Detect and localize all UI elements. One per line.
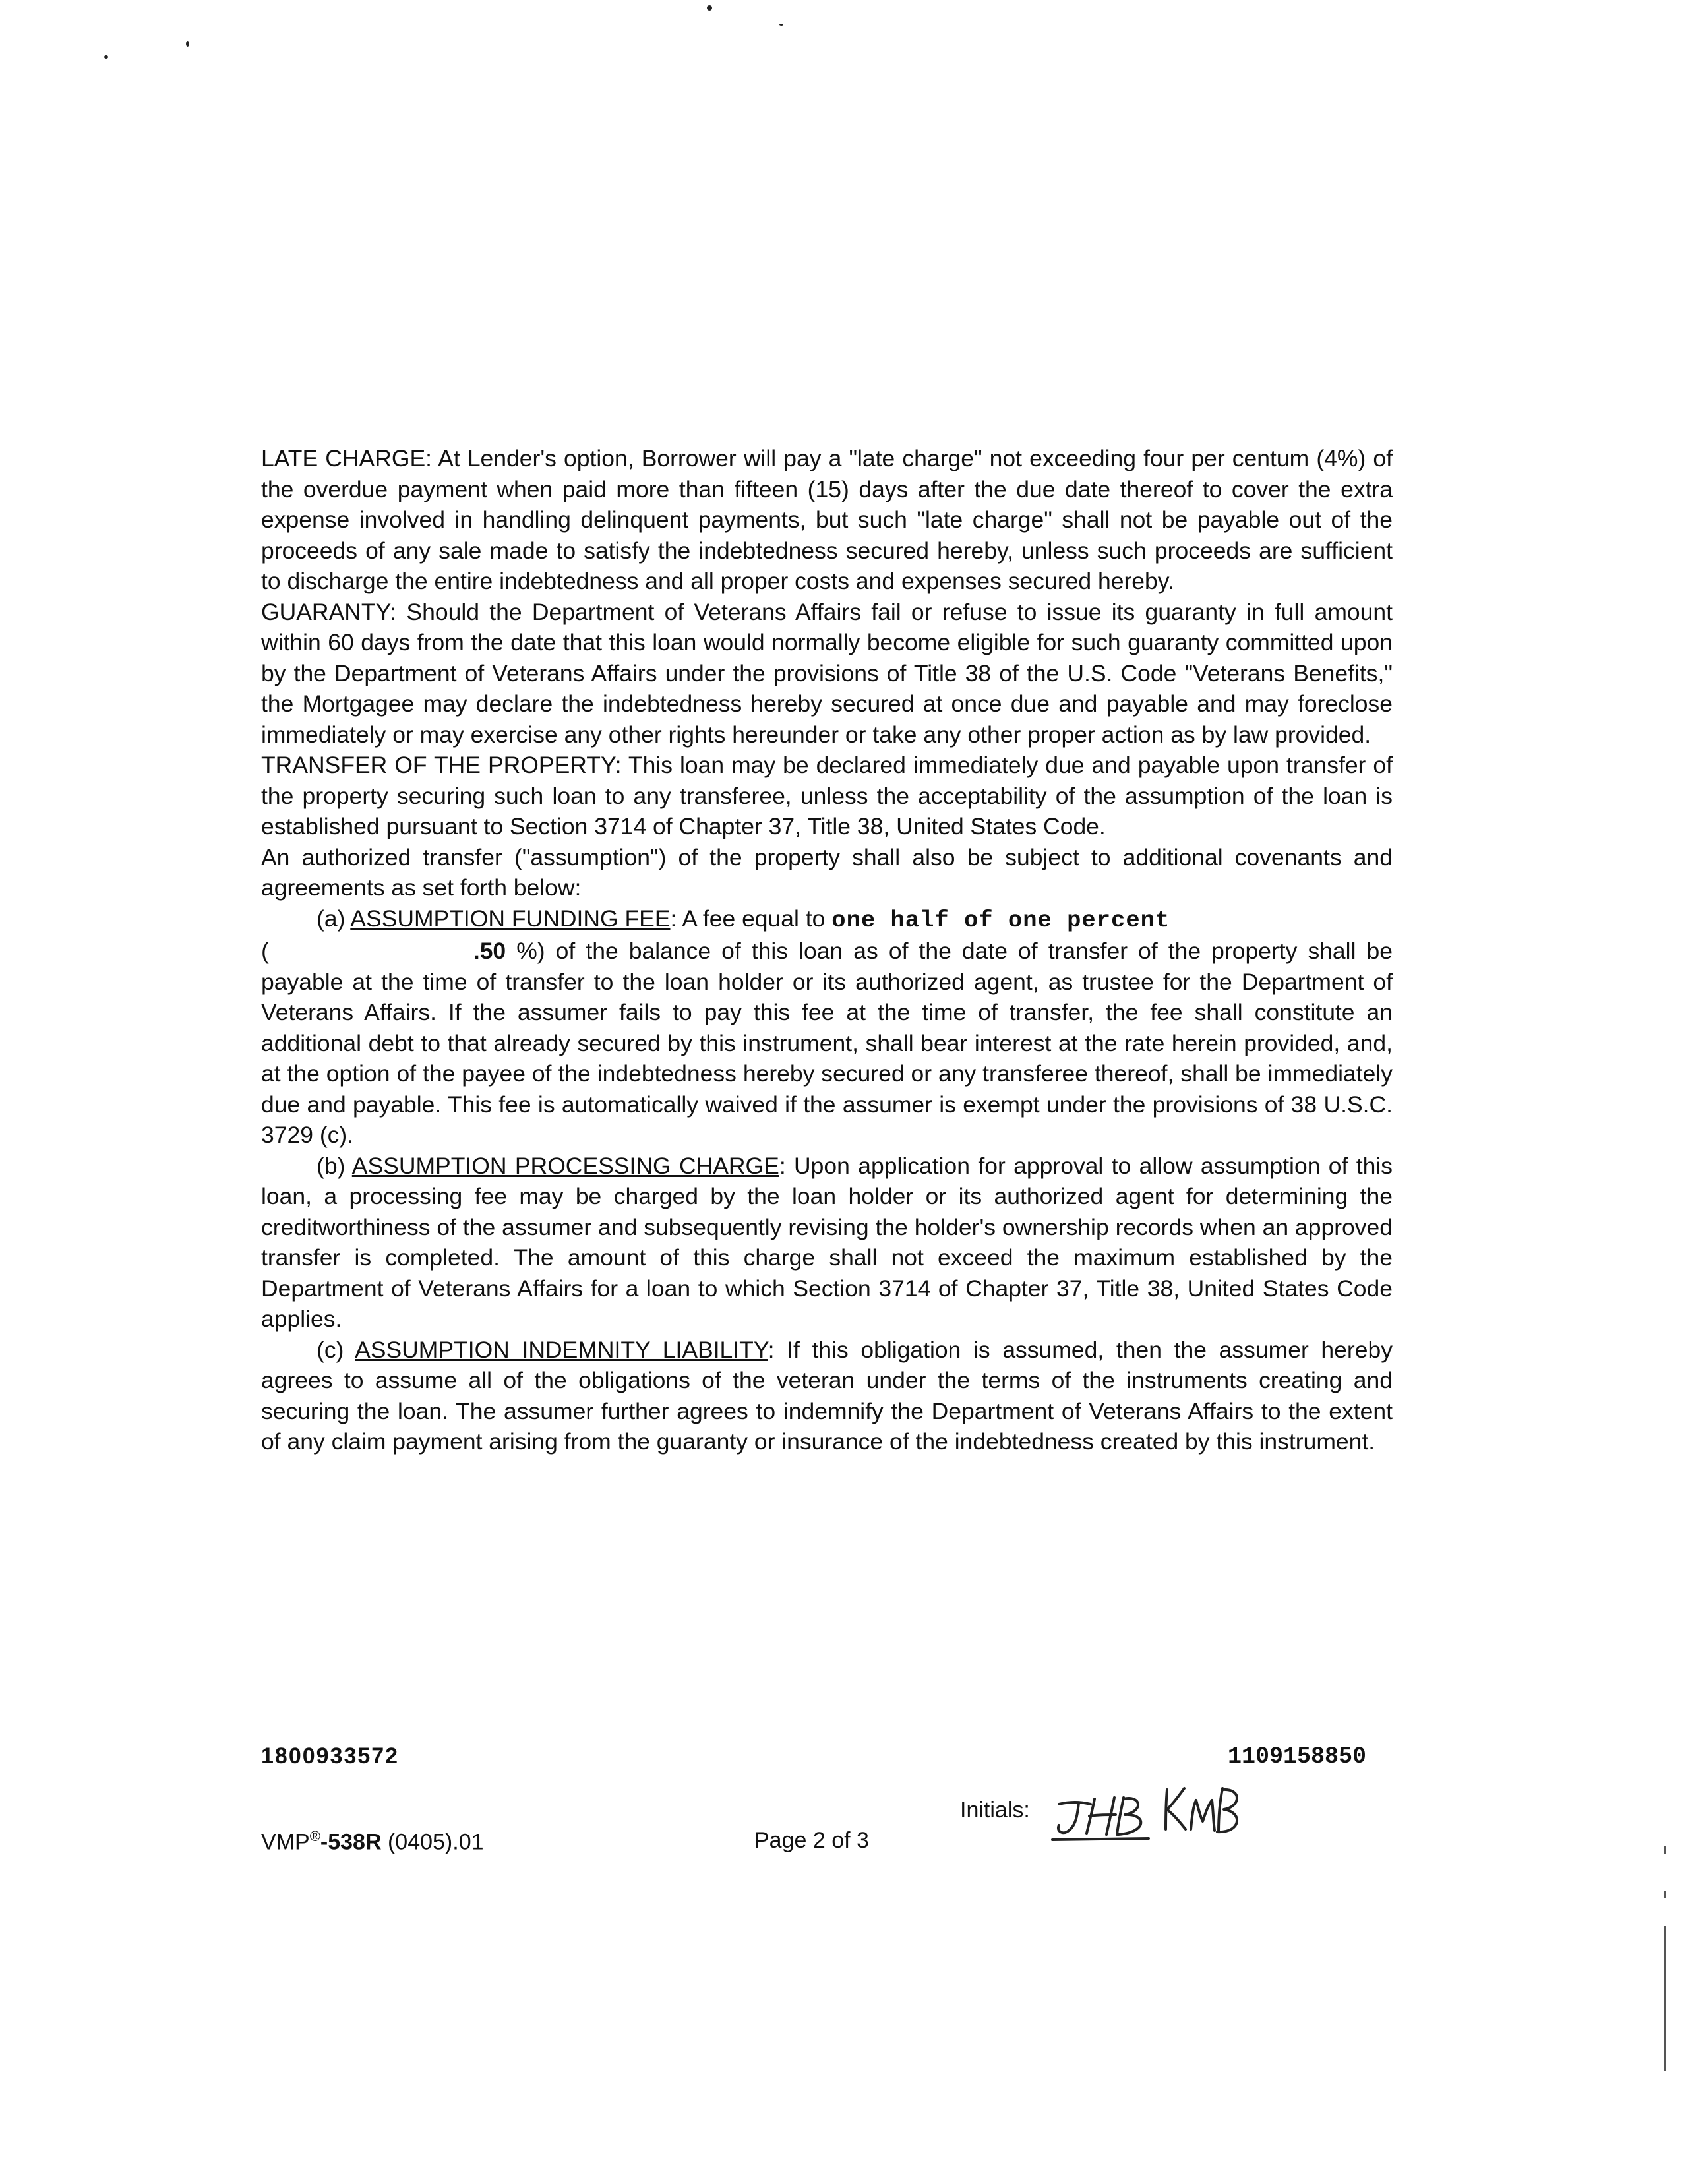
registered-mark: ®	[309, 1828, 320, 1844]
fee-words-field: one half of one percent	[831, 906, 1170, 934]
item-a-lead: : A fee equal to	[670, 905, 832, 932]
scan-speck	[186, 41, 189, 47]
assumption-funding-fee-paragraph	[261, 903, 1393, 1151]
assumption-funding-fee-heading: ASSUMPTION FUNDING FEE	[350, 905, 671, 932]
loan-number-right: 1109158850	[1228, 1744, 1367, 1770]
form-id-prefix: VMP	[261, 1829, 310, 1855]
page-number: Page 2 of 3	[754, 1828, 869, 1853]
assumption-indemnity-liability-heading: ASSUMPTION INDEMNITY LIABILITY	[355, 1336, 768, 1363]
form-id-code: -538R	[320, 1829, 382, 1855]
scan-edge-mark	[1664, 1846, 1666, 1854]
form-id-suffix: (0405).01	[381, 1829, 484, 1855]
item-b-prefix: (b)	[316, 1152, 352, 1179]
loan-number-left: 1800933572	[261, 1744, 400, 1769]
scan-speck	[707, 5, 712, 11]
item-c-rest: : If this obligation is assumed, then the assumer hereby agrees to assume all of the obligations of the veteran under the terms of the instruments creating and securing the loan. The assumer further agrees to indemnify the Department of Veterans Affairs to the extent of any claim payment arising from the guaranty or insurance of the indebtedness created by this instrument.	[261, 1336, 1393, 1455]
scan-speck	[779, 24, 783, 26]
initials-label: Initials:	[960, 1798, 1030, 1823]
assumption-indemnity-liability-paragraph	[261, 1335, 1393, 1457]
form-id	[261, 1828, 484, 1855]
item-a-rest: %) of the balance of this loan as of the date of transfer of the property shall be payable at the time of transfer to the loan holder or its authorized agent, as trustee for the Department of Veterans Affairs. If the assumer fails to pay this fee at the time of transfer, the fee shall constitute an additional debt to that already secured by this instrument, shall bear interest at the rate herein provided, and, at the option of the payee of the indebtedness hereby secured or any transferee thereof, shall be immediately due and payable. This fee is automatically waived if the assumer is exempt under the provisions of 38 U.S.C. 3729 (c).	[261, 938, 1393, 1148]
late-charge-paragraph: LATE CHARGE: At Lender's option, Borrower will pay a "late charge" not exceeding four per centum (4%) of the overdue payment when paid more than fifteen (15) days after the due date thereof to cover the extra expense involved in handling delinquent payments, but such "late charge" shall not be payable out of the proceeds of any sale made to satisfy the indebtedness secured hereby, unless such proceeds are sufficient to discharge the entire indebtedness and all proper costs and expenses secured hereby.	[261, 445, 1393, 594]
item-a-prefix: (a)	[316, 905, 351, 932]
scan-speck	[104, 55, 108, 59]
assumption-processing-charge-paragraph	[261, 1151, 1393, 1335]
scan-edge-mark	[1664, 1926, 1666, 2071]
authorized-transfer-paragraph: An authorized transfer ("assumption") of the property shall also be subject to additional covenants and agreements as set forth below:	[261, 843, 1393, 901]
document-body	[261, 443, 1393, 1457]
assumption-processing-charge-heading: ASSUMPTION PROCESSING CHARGE	[351, 1152, 779, 1179]
item-c-prefix: (c)	[316, 1336, 355, 1363]
fee-percent-field: .50	[473, 938, 506, 964]
item-a-open-paren: (	[261, 938, 269, 964]
guaranty-paragraph: GUARANTY: Should the Department of Veterans Affairs fail or refuse to issue its guaranty in full amount within 60 days from the date that this loan would normally become eligible for such guaranty committed upon by the Department of Veterans Affairs under the provisions of Title 38 of the U.S. Code "Veterans Benefits," the Mortgagee may declare the indebtedness hereby secured at once due and payable and may foreclose immediately or may exercise any other rights hereunder or take any other proper action as by law provided.	[261, 598, 1393, 748]
handwritten-initials	[1050, 1775, 1241, 1848]
scan-edge-mark	[1664, 1891, 1666, 1898]
transfer-paragraph: TRANSFER OF THE PROPERTY: This loan may be declared immediately due and payable upon transfer of the property securing such loan to any transferee, unless the acceptability of the assumption of the loan is established pursuant to Section 3714 of Chapter 37, Title 38, United States Code.	[261, 752, 1393, 839]
item-b-rest: : Upon application for approval to allow assumption of this loan, a processing fee may be charged by the loan holder or its authorized agent for determining the creditworthiness of the assumer and subsequently revising the holder's ownership records when an approved transfer is completed. The amount of this charge shall not exceed the maximum established by the Department of Veterans Affairs for a loan to which Section 3714 of Chapter 37, Title 38, United States Code applies.	[261, 1152, 1393, 1332]
